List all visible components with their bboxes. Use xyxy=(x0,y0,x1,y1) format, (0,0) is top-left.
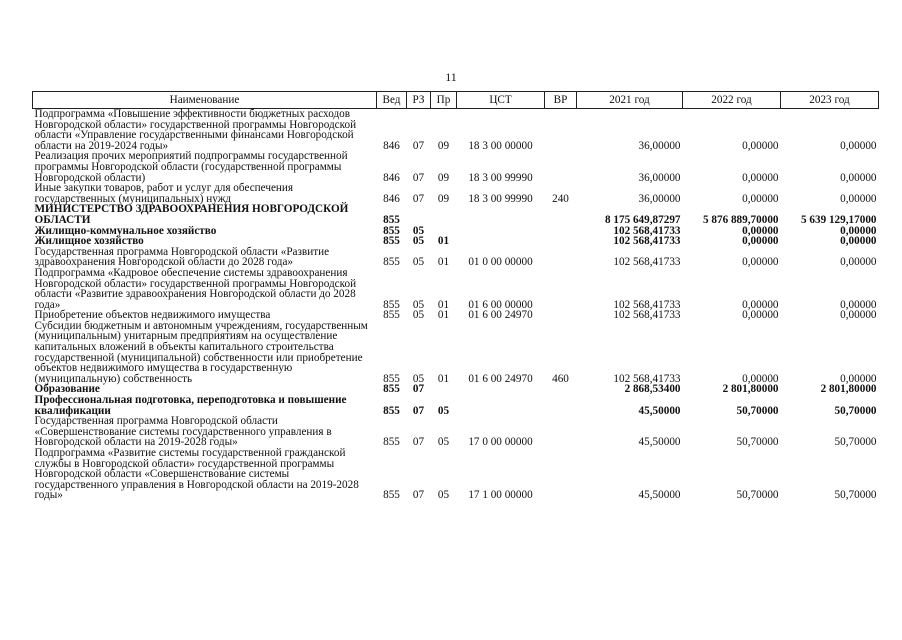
cell-cst: 01 6 00 24970 xyxy=(468,309,533,322)
cell-cst: 01 6 00 00000 xyxy=(468,298,533,311)
cell-ved: 855 xyxy=(383,383,400,396)
cell-name: Жилищно-коммунальное хозяйство xyxy=(34,224,217,237)
cell-rz: 05 xyxy=(412,298,425,311)
cell-y2021: 36,00000 xyxy=(638,139,681,152)
cell-y2022: 0,00000 xyxy=(742,309,779,322)
cell-name: Образование xyxy=(34,383,100,396)
cell-pr: 09 xyxy=(437,192,450,205)
cell-rz xyxy=(407,204,431,225)
cell-pr: 01 xyxy=(437,256,450,269)
table-row xyxy=(33,151,879,183)
cell-y2021: 102 568,41733 xyxy=(613,224,681,237)
cell-y2022: 50,70000 xyxy=(736,436,779,449)
cell-rz: 07 xyxy=(412,404,425,417)
cell-rz: 07 xyxy=(412,192,425,205)
table-row xyxy=(33,109,879,152)
cell-y2023: 0,00000 xyxy=(840,235,877,248)
cell-y2021: 8 175 649,87297 xyxy=(604,213,681,226)
cell-name: МИНИСТЕРСТВО ЗДРАВООХРАНЕНИЯ НОВГОРОДСКОЙ ОБЛАСТИ xyxy=(34,203,349,226)
cell-cst xyxy=(457,395,545,416)
cell-rz: 05 xyxy=(412,224,425,237)
cell-name: Подпрограмма «Кадровое обеспечение системы здравоохранения Новгородской области» государственной программы Новгородской области «Развитие здравоохранения Новгородской области до 2028 года» xyxy=(34,266,357,311)
cell-y2021: 102 568,41733 xyxy=(613,256,681,269)
cell-cst xyxy=(457,226,545,237)
cell-y2022: 0,00000 xyxy=(742,256,779,269)
cell-y2022: 0,00000 xyxy=(742,224,779,237)
cell-cst xyxy=(457,384,545,395)
cell-vr xyxy=(545,247,577,268)
cell-ved: 855 xyxy=(383,235,400,248)
cell-vr xyxy=(545,395,577,416)
cell-y2021: 2 868,53400 xyxy=(624,383,681,396)
cell-ved: 855 xyxy=(383,309,400,322)
cell-y2021: 45,50000 xyxy=(638,436,681,449)
cell-y2022: 0,00000 xyxy=(742,298,779,311)
header-cst: ЦСТ xyxy=(457,92,545,109)
cell-ved: 855 xyxy=(383,489,400,502)
cell-y2023: 0,00000 xyxy=(840,372,877,385)
cell-vr xyxy=(545,109,577,152)
cell-pr: 01 xyxy=(437,372,450,385)
cell-name: Реализация прочих мероприятий подпрограммы государственной программы Новгородской области (государственной программы Новгородской области) xyxy=(34,150,348,184)
cell-ved: 846 xyxy=(383,171,400,184)
table-row xyxy=(33,268,879,310)
cell-pr xyxy=(431,204,457,225)
cell-rz: 07 xyxy=(412,383,425,396)
cell-y2021: 102 568,41733 xyxy=(613,235,681,248)
cell-cst: 01 6 00 24970 xyxy=(468,372,533,385)
header-ved: Вед xyxy=(377,92,407,109)
cell-ved: 855 xyxy=(383,224,400,237)
table-row xyxy=(33,416,879,448)
cell-rz: 05 xyxy=(412,372,425,385)
cell-y2021: 45,50000 xyxy=(638,489,681,502)
cell-rz: 07 xyxy=(412,139,425,152)
cell-cst: 18 3 00 00000 xyxy=(468,139,533,152)
cell-vr xyxy=(545,236,577,247)
table-row xyxy=(33,395,879,416)
cell-y2023: 0,00000 xyxy=(840,256,877,269)
cell-y2022: 0,00000 xyxy=(742,235,779,248)
cell-y2022: 0,00000 xyxy=(742,171,779,184)
cell-rz: 05 xyxy=(412,256,425,269)
cell-y2023: 50,70000 xyxy=(834,489,877,502)
header-name: Наименование xyxy=(33,92,377,109)
cell-ved: 855 xyxy=(383,298,400,311)
cell-y2021: 102 568,41733 xyxy=(613,372,681,385)
table-row xyxy=(33,247,879,268)
table-row xyxy=(33,204,879,225)
cell-ved: 855 xyxy=(383,404,400,417)
header-vr: ВР xyxy=(545,92,577,109)
cell-y2023: 0,00000 xyxy=(840,171,877,184)
cell-y2021: 45,50000 xyxy=(638,404,681,417)
cell-pr: 01 xyxy=(437,309,450,322)
cell-vr: 460 xyxy=(552,372,569,385)
cell-pr: 05 xyxy=(437,436,450,449)
cell-pr xyxy=(431,384,457,395)
cell-y2023: 0,00000 xyxy=(840,139,877,152)
page-number: 11 xyxy=(445,70,457,84)
cell-cst: 18 3 00 99990 xyxy=(468,192,533,205)
cell-vr xyxy=(545,448,577,501)
cell-y2021: 36,00000 xyxy=(638,192,681,205)
cell-name: Субсидии бюджетным и автономным учреждениям, государственным (муниципальным) унитарным предприятиям на осуществление капитальных вложений в объекты капитального строительства государственной (муниципальной) собственности или приобретение объектов недвижимого имущества в государственную (муниципальную) собственность xyxy=(34,319,368,385)
cell-cst: 17 1 00 00000 xyxy=(468,489,533,502)
table-row xyxy=(33,183,879,204)
cell-rz: 05 xyxy=(412,235,425,248)
cell-y2023: 50,70000 xyxy=(834,436,877,449)
cell-ved: 855 xyxy=(383,213,400,226)
cell-y2023: 0,00000 xyxy=(840,309,877,322)
cell-name: Приобретение объектов недвижимого имущества xyxy=(34,309,271,322)
cell-y2022: 0,00000 xyxy=(742,139,779,152)
cell-name: Подпрограмма «Развитие системы государственной гражданской службы в Новгородской области» государственной программы Новгородской области «Совершенствование системы государственного управления в Новгородской области на 2019-2028 годы» xyxy=(34,447,359,502)
header-2021: 2021 год xyxy=(577,92,683,109)
cell-y2022: 50,70000 xyxy=(736,489,779,502)
cell-y2023: 0,00000 xyxy=(840,224,877,237)
header-2022: 2022 год xyxy=(683,92,781,109)
cell-y2022: 0,00000 xyxy=(742,372,779,385)
cell-pr: 01 xyxy=(437,298,450,311)
cell-ved: 846 xyxy=(383,139,400,152)
cell-y2023: 5 639 129,17000 xyxy=(800,213,877,226)
cell-name: Подпрограмма «Повышение эффективности бюджетных расходов Новгородской области» государственной программы Новгородской области «Управление государственными финансами Новгородской области на 2019-2024 годы» xyxy=(34,108,357,152)
cell-rz: 05 xyxy=(412,309,425,322)
table-body xyxy=(33,109,879,501)
cell-vr xyxy=(545,416,577,448)
cell-vr: 240 xyxy=(552,192,569,205)
cell-name: Профессиональная подготовка, переподготовка и повышение квалификации xyxy=(34,394,347,417)
header-2023: 2023 год xyxy=(781,92,879,109)
cell-cst: 17 0 00 00000 xyxy=(468,436,533,449)
cell-name: Государственная программа Новгородской области «Совершенствование системы государственного управления в Новгородской области на 2019-2028 годы» xyxy=(34,415,332,449)
table-header-row xyxy=(33,92,879,109)
cell-cst: 18 3 00 99990 xyxy=(468,171,533,184)
cell-y2022: 50,70000 xyxy=(736,404,779,417)
cell-pr: 01 xyxy=(437,235,450,248)
cell-y2021: 36,00000 xyxy=(638,171,681,184)
cell-rz: 07 xyxy=(412,171,425,184)
header-pr: Пр xyxy=(431,92,457,109)
cell-cst: 01 0 00 00000 xyxy=(468,256,533,269)
cell-y2021: 102 568,41733 xyxy=(613,298,681,311)
cell-pr: 09 xyxy=(437,171,450,184)
cell-name: Жилищное хозяйство xyxy=(34,235,144,248)
cell-vr xyxy=(545,310,577,321)
cell-name: Иные закупки товаров, работ и услуг для обеспечения государственных (муниципальных) нужд xyxy=(34,182,294,205)
cell-rz: 07 xyxy=(412,436,425,449)
cell-ved: 855 xyxy=(383,436,400,449)
cell-y2023: 50,70000 xyxy=(834,404,877,417)
cell-ved: 855 xyxy=(383,372,400,385)
cell-rz: 07 xyxy=(412,489,425,502)
cell-cst xyxy=(457,204,545,225)
cell-vr xyxy=(545,204,577,225)
table-row xyxy=(33,321,879,385)
cell-ved: 846 xyxy=(383,192,400,205)
cell-pr: 09 xyxy=(437,139,450,152)
cell-y2022: 5 876 889,70000 xyxy=(702,213,779,226)
cell-y2023: 0,00000 xyxy=(840,298,877,311)
cell-y2022: 2 801,80000 xyxy=(722,383,779,396)
cell-vr xyxy=(545,226,577,237)
budget-table xyxy=(32,91,879,501)
cell-y2023: 0,00000 xyxy=(840,192,877,205)
cell-y2021: 102 568,41733 xyxy=(613,309,681,322)
cell-cst xyxy=(457,236,545,247)
cell-name: Государственная программа Новгородской области «Развитие здравоохранения Новгородской области до 2028 года» xyxy=(34,245,330,269)
cell-ved: 855 xyxy=(383,256,400,269)
cell-y2023: 2 801,80000 xyxy=(820,383,877,396)
table-row xyxy=(33,448,879,501)
cell-y2022: 0,00000 xyxy=(742,192,779,205)
cell-vr xyxy=(545,268,577,310)
cell-vr xyxy=(545,151,577,183)
cell-pr: 05 xyxy=(437,404,450,417)
header-rz: РЗ xyxy=(407,92,431,109)
cell-vr xyxy=(545,384,577,395)
cell-pr: 05 xyxy=(437,489,450,502)
